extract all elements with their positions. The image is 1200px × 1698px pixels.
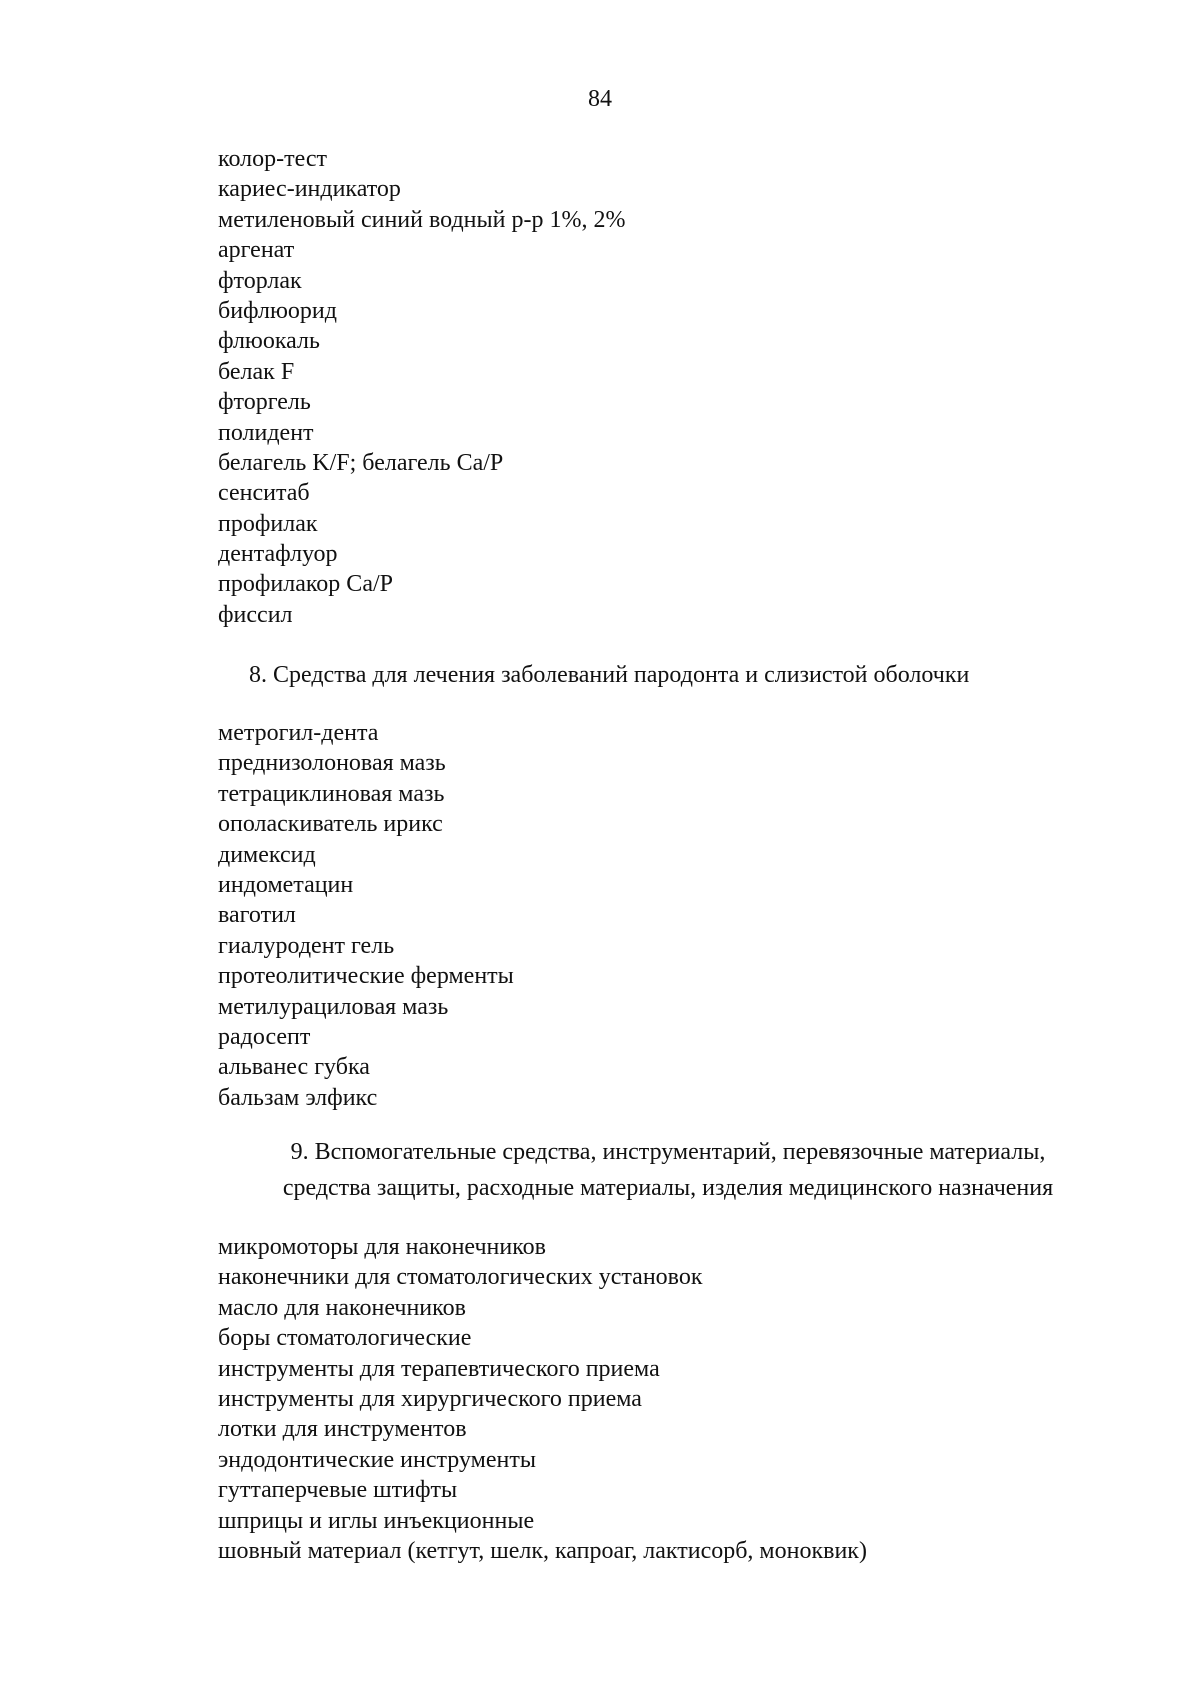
list-item: колор-тест (218, 146, 327, 172)
section-8-heading: 8. Средства для лечения заболеваний пародонта и слизистой оболочки (249, 662, 970, 688)
list-item: аргенат (218, 237, 295, 264)
list-item: протеолитические ферменты (218, 963, 514, 990)
list-item: бальзам элфикс (218, 1084, 378, 1111)
list-item: флюокаль (218, 328, 320, 355)
list-item: шприцы и иглы инъекционные (218, 1507, 535, 1534)
page-number: 84 (588, 86, 612, 112)
list-item: инструменты для хирургического приема (218, 1385, 642, 1412)
list-item: масло для наконечников (218, 1294, 466, 1321)
list-item: микромоторы для наконечников (218, 1234, 546, 1260)
list-item: полидент (218, 419, 314, 446)
list-item: наконечники для стоматологических установок (218, 1264, 703, 1291)
list-item: ваготил (218, 902, 296, 929)
list-item: гуттаперчевые штифты (218, 1477, 458, 1504)
section-9-heading-line-2: средства защиты, расходные материалы, изделия медицинского назначения (282, 1175, 1054, 1201)
section-7-item-list (218, 144, 625, 630)
list-item: метиленовый синий водный р-р 1%, 2% (218, 206, 626, 233)
list-item: белак F (218, 358, 295, 385)
list-item: кариес-индикатор (218, 176, 401, 203)
list-item: метрогил-дента (218, 720, 379, 746)
list-item: боры стоматологические (218, 1325, 472, 1352)
list-item: ополаскиватель ирикс (218, 811, 443, 838)
list-item: тетрациклиновая мазь (218, 780, 445, 807)
list-item: радосепт (218, 1023, 311, 1050)
list-item: индометацин (218, 871, 354, 898)
list-item: инструменты для терапевтического приема (218, 1355, 660, 1382)
section-9-heading (218, 1134, 1118, 1206)
list-item: фиссил (218, 601, 293, 628)
list-item: фторлак (218, 267, 302, 294)
list-item: лотки для инструментов (218, 1416, 467, 1443)
list-item: белагель K/F; белагель Ca/P (218, 449, 504, 476)
section-8-item-list (218, 718, 514, 1113)
list-item: эндодонтические инструменты (218, 1446, 536, 1473)
list-item: гиалуродент гель (218, 932, 395, 959)
list-item: фторгель (218, 389, 311, 416)
list-item: сенситаб (218, 480, 310, 507)
list-item: профилакор Ca/P (218, 571, 393, 598)
list-item: альванес губка (218, 1054, 370, 1081)
list-item: профилак (218, 510, 318, 537)
list-item: димексид (218, 841, 316, 868)
section-9-heading-line-1: 9. Вспомогательные средства, инструментарий, перевязочные материалы, (290, 1139, 1046, 1165)
section-9-item-list (218, 1232, 867, 1566)
list-item: метилурациловая мазь (218, 993, 449, 1020)
list-item: дентафлуор (218, 541, 338, 568)
list-item: шовный материал (кетгут, шелк, капроаг, лактисорб, моноквик) (218, 1537, 867, 1564)
list-item: бифлюорид (218, 297, 337, 324)
list-item: преднизолоновая мазь (218, 750, 446, 777)
